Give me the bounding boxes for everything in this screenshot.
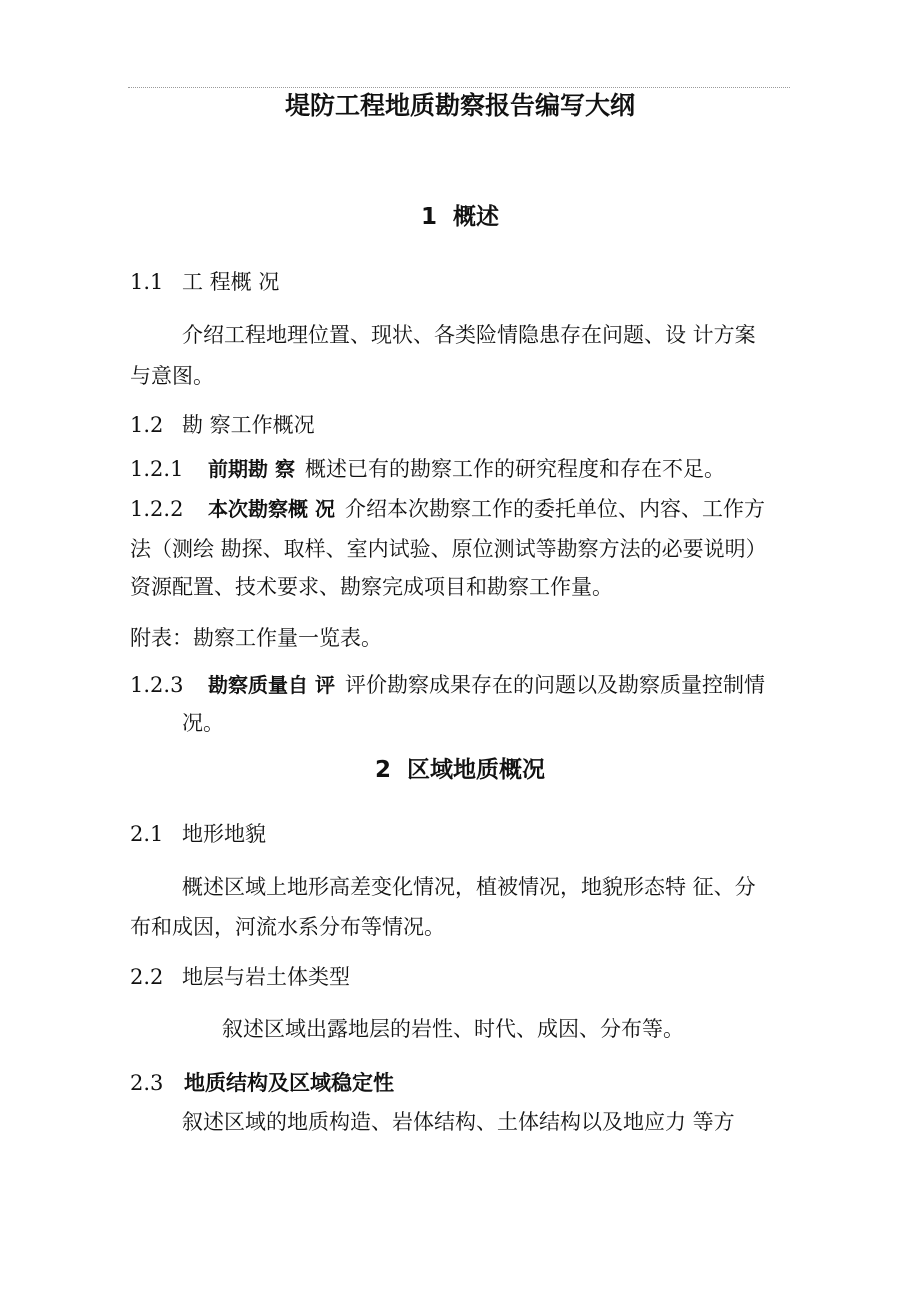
- item-number: 1.2.1: [130, 457, 184, 481]
- table-note: 附表：勘察工作量一览表。: [130, 626, 382, 650]
- paragraph-line: 概述区域上地形高差变化情况，植被情况，地貌形态特 征、分: [182, 875, 756, 899]
- subsection-title: 工 程概 况: [182, 270, 280, 294]
- section-heading-1: [0, 203, 920, 231]
- document-title: 堤防工程地质勘察报告编写大纲: [284, 91, 635, 120]
- subsection-number: 1.2: [130, 413, 164, 437]
- subsection-number: 1.1: [130, 270, 164, 294]
- header-rule: [128, 87, 790, 88]
- section-title: 区域地质概况: [407, 757, 545, 783]
- paragraph-line: 介绍工程地理位置、现状、各类险情隐患存在问题、设 计方案: [182, 323, 756, 347]
- section-number: 2: [374, 757, 391, 783]
- section-number: 1: [420, 204, 437, 230]
- item-number: 1.2.2: [130, 497, 184, 521]
- paragraph-line: 资源配置、技术要求、勘察完成项目和勘察工作量。: [130, 575, 613, 599]
- item-text: 评价勘察成果存在的问题以及勘察质量控制情: [344, 673, 765, 697]
- subsection-number: 2.3: [130, 1071, 164, 1095]
- subsection-number: 2.1: [130, 822, 164, 846]
- subsection-title: 地质结构及区域稳定性: [184, 1071, 394, 1095]
- subsection-number: 2.2: [130, 965, 164, 989]
- item-1-2-2: [130, 495, 765, 523]
- subsection-title: 地形地貌: [182, 822, 266, 846]
- item-title: 勘察质量自 评: [208, 673, 335, 697]
- subsection-heading-2-2: [130, 963, 350, 991]
- item-title: 本次勘察概 况: [208, 497, 335, 521]
- paragraph-line: 布和成因，河流水系分布等情况。: [130, 915, 445, 939]
- paragraph-line: 与意图。: [130, 364, 214, 388]
- paragraph-line: 况。: [182, 711, 224, 735]
- subsection-heading-1-2: [130, 411, 315, 439]
- paragraph-line: 叙述区域出露地层的岩性、时代、成因、分布等。: [222, 1017, 684, 1041]
- item-text: 概述已有的勘察工作的研究程度和存在不足。: [304, 457, 725, 481]
- subsection-heading-2-3: [130, 1069, 394, 1097]
- item-text: 介绍本次勘察工作的委托单位、内容、工作方: [344, 497, 765, 521]
- item-1-2-1: [130, 455, 725, 483]
- item-title: 前期勘 察: [208, 457, 295, 481]
- section-heading-2: [0, 756, 920, 784]
- section-title: 概述: [453, 204, 499, 230]
- subsection-title: 勘 察工作概况: [182, 413, 315, 437]
- item-number: 1.2.3: [130, 673, 184, 697]
- subsection-heading-2-1: [130, 820, 266, 848]
- paragraph-line: 法（测绘 勘探、取样、室内试验、原位测试等勘察方法的必要说明）: [130, 537, 767, 561]
- subsection-title: 地层与岩土体类型: [182, 965, 350, 989]
- subsection-heading-1-1: [130, 268, 279, 296]
- item-1-2-3: [130, 671, 765, 699]
- paragraph-line: 叙述区域的地质构造、岩体结构、土体结构以及地应力 等方: [182, 1110, 735, 1134]
